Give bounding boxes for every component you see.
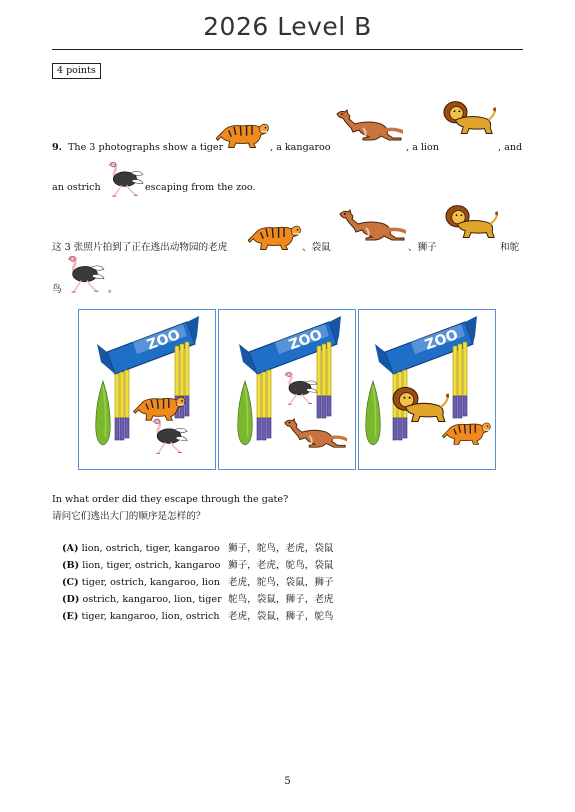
points-badge: 4 points: [52, 63, 101, 79]
option-a-zh: 狮子，鸵鸟，老虎，袋鼠: [228, 543, 334, 554]
page-number: 5: [284, 776, 291, 787]
ostrich-icon: [64, 256, 106, 294]
option-text-en: tiger, ostrich, kangaroo, lion: [81, 577, 220, 588]
ask-text-en: In what order did they escape through the gate?: [52, 494, 289, 505]
question-text-zh-1: 这 3 张照片拍到了正在逃出动物园的老虎: [52, 242, 228, 253]
tiger-icon: [216, 118, 270, 150]
option-letter: (C): [62, 577, 79, 588]
kangaroo-icon: [333, 108, 403, 144]
gate-sign-1: ZOO: [144, 326, 183, 354]
question-text-en-1: The 3 photographs show a tiger: [68, 142, 224, 153]
option-letter: (A): [62, 543, 79, 554]
option-d[interactable]: [62, 594, 222, 606]
question-text-zh-4: 和鸵: [500, 242, 520, 253]
option-e[interactable]: [62, 611, 220, 623]
photo-1-illustration: [79, 310, 215, 469]
option-letter: (E): [62, 611, 79, 622]
question-text-en-2: , a kangaroo: [270, 142, 331, 153]
question-text-en-4: , and: [498, 142, 523, 153]
option-e-zh: 老虎，袋鼠，狮子，鸵鸟: [228, 611, 334, 622]
question-text-zh-5: 鸟: [52, 284, 62, 295]
option-text-en: lion, tiger, ostrich, kangaroo: [82, 560, 221, 571]
header-divider: [52, 49, 523, 50]
gate-sign-3: ZOO: [422, 326, 461, 354]
photo-2-illustration: [219, 310, 355, 469]
ask-text-zh: 请问它们逃出大门的顺序是怎样的？: [52, 511, 206, 522]
question-text-en-5: an ostrich: [52, 182, 101, 193]
question-text-zh-3: 、狮子: [408, 242, 437, 253]
question-text-zh-6: 。: [108, 284, 118, 295]
question-text-zh-2: 、袋鼠: [302, 242, 331, 253]
question-text-en-6: escaping from the zoo.: [145, 182, 256, 193]
option-d-zh: 鸵鸟，袋鼠，狮子，老虎: [228, 594, 334, 605]
question-number-label: 9.: [52, 142, 63, 153]
option-text-en: tiger, kangaroo, lion, ostrich: [81, 611, 220, 622]
option-text-en: lion, ostrich, tiger, kangaroo: [81, 543, 220, 554]
option-a[interactable]: [62, 543, 220, 555]
option-c[interactable]: [62, 577, 220, 589]
option-letter: (B): [62, 560, 80, 571]
kangaroo-icon: [336, 208, 406, 244]
option-text-en: ostrich, kangaroo, lion, tiger: [82, 594, 222, 605]
lion-icon: [444, 204, 498, 242]
question-number: [52, 142, 62, 154]
tiger-icon: [248, 220, 302, 252]
option-letter: (D): [62, 594, 80, 605]
gate-sign-2: ZOO: [286, 326, 325, 354]
photo-panel-1: [78, 309, 216, 470]
ostrich-icon: [104, 162, 146, 198]
photo-3-illustration: [359, 310, 495, 469]
option-b-zh: 狮子，老虎，鸵鸟，袋鼠: [228, 560, 334, 571]
photo-panel-2: [218, 309, 356, 470]
option-b[interactable]: [62, 560, 220, 572]
lion-icon: [442, 100, 496, 138]
option-c-zh: 老虎，鸵鸟，袋鼠，狮子: [228, 577, 334, 588]
page-header-title: 2026 Level B: [203, 12, 372, 41]
question-text-en-3: , a lion: [406, 142, 439, 153]
photo-panel-3: [358, 309, 496, 470]
